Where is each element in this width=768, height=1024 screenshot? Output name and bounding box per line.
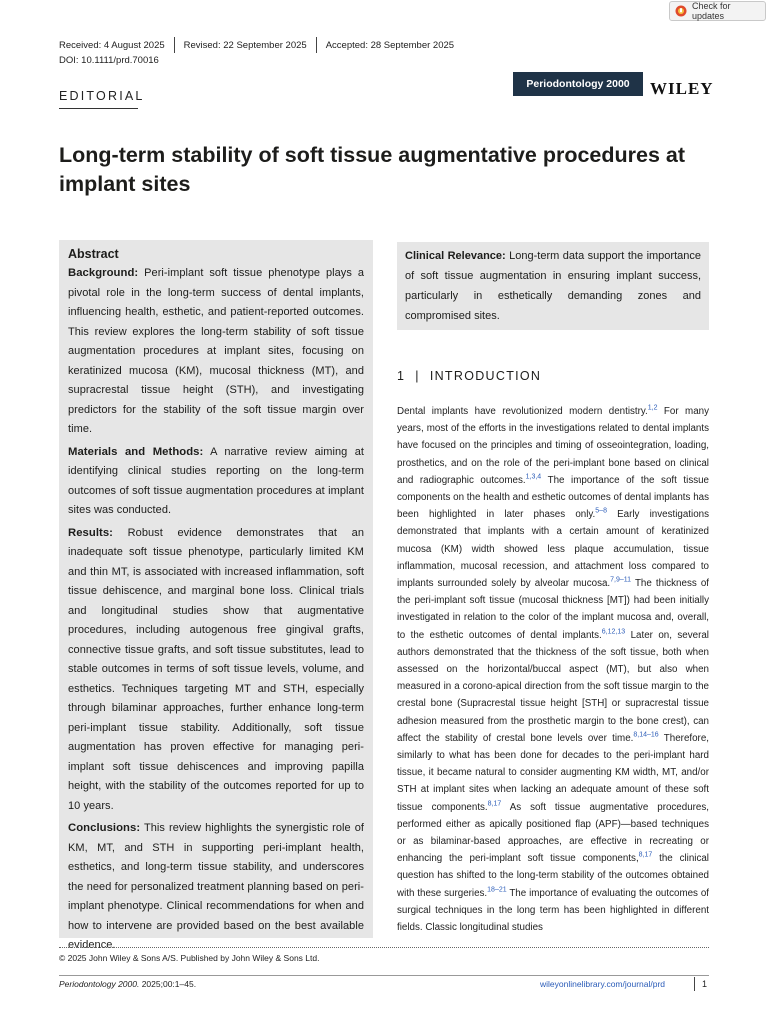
citation-link[interactable]: 1,2 (647, 404, 658, 412)
intro-text: Dental implants have revolutionized modern dentistry. (397, 406, 648, 417)
footer-rule (59, 975, 709, 976)
background-text: Peri-implant soft tissue phenotype plays a pivotal role in the long-term success of dental implants, influencing health, esthetic, and patient-reported outcomes. This review explores the long-term stability of soft tissue augmentation procedures at implant sites, focusing on keratinized mucosa (KM), mucosal thickness (MT), and supracrestal tissue height (STH), and investigating predictors for the stability of the soft tissue margin over time. (68, 267, 364, 435)
section-title: INTRODUCTION (429, 369, 542, 383)
citation-link[interactable]: 8,17 (487, 800, 502, 808)
citation-link[interactable]: 5–8 (595, 507, 607, 515)
section-underline (59, 108, 138, 109)
abstract-methods (68, 443, 364, 521)
heading-separator: | (415, 369, 420, 383)
intro-text: As soft tissue augmentative procedures, performed either as apically positioned flap (APF)—based techniques or as bilaminar-based approaches, are effective in recreating or enhancing the peri-implant soft tissue components, (397, 801, 709, 865)
abstract-conclusions (68, 819, 364, 956)
conclusions-label: Conclusions: (68, 822, 141, 834)
received-date: Received: 4 August 2025 (59, 39, 165, 51)
abstract-background (68, 264, 364, 440)
abstract-heading: Abstract (68, 247, 119, 261)
accepted-date: Accepted: 28 September 2025 (325, 39, 455, 51)
introduction-heading (397, 369, 541, 383)
intro-text: Therefore, similarly to what has been done for decades to the peri-implant hard tissue, it became natural to consider augmenting KM width, MT, and/or STH at implant sites when lacking an adequate amount of these soft tissue components. (397, 732, 709, 813)
journal-url-link[interactable]: wileyonlinelibrary.com/journal/prd (540, 979, 666, 989)
article-dates (59, 37, 454, 53)
date-divider (174, 37, 175, 53)
citation-link[interactable]: 1,3,4 (525, 473, 542, 481)
clinical-relevance-label: Clinical Relevance: (405, 250, 506, 262)
introduction-body (397, 403, 709, 936)
date-divider (316, 37, 317, 53)
citation-link[interactable]: 8,17 (638, 852, 653, 860)
clinical-relevance-box (397, 242, 709, 330)
abstract-results (68, 524, 364, 817)
conclusions-text: This review highlights the synergistic role of KM, MT, and STH in supporting peri-implant health, esthetics, and long-term tissue stability, and underscores the need for personalized treatment planning based on peri-implant phenotype. Clinical recommendations for when and how to intervene are provided based on the best available evidence. (68, 822, 364, 951)
check-updates-icon (675, 5, 687, 17)
citation-link[interactable]: 6,12,13 (601, 628, 626, 636)
citation (59, 979, 196, 989)
revised-date: Revised: 22 September 2025 (183, 39, 307, 51)
journal-badge[interactable]: Periodontology 2000 (513, 72, 643, 96)
footer-divider (59, 947, 709, 948)
abstract-box (59, 240, 373, 951)
footer-separator (694, 977, 695, 991)
methods-label: Materials and Methods: (68, 445, 204, 458)
citation-link[interactable]: 18–21 (487, 886, 507, 894)
page-number: 1 (702, 979, 708, 989)
citation-link[interactable]: 8,14–16 (633, 731, 659, 739)
clinical-relevance-text: Long-term data support the importance of soft tissue augmentation in ensuring implant success, particularly in esthetically demanding zones and compromised sites. (405, 250, 701, 322)
intro-text: For many years, most of the efforts in the investigations related to dental implants have focused on the principles and timing of osseointegration, loading, prosthetics, and on the role of the peri-implant bone based on clinical and radiographic outcomes. (397, 406, 709, 486)
intro-text: the clinical question has shifted to the long-term stability of the outcomes obtained with these surgeries. (397, 853, 709, 899)
intro-text: Early investigations demonstrated that implants with a certain amount of keratinized mucosa (KM) width showed less plaque accumulation, tissue inflammation, mucosal recession, and attachment loss compared to implants surrounded solely by alveolar mucosa. (397, 509, 709, 590)
section-number: 1 (397, 369, 406, 383)
citation-link[interactable]: 7,9–11 (610, 576, 632, 584)
results-text: Robust evidence demonstrates that an inadequate soft tissue phenotype, particularly limited KM and thin MT, is associated with increased inflammation, soft tissue dehiscence, and marginal bone loss. Clinical trials and longitudinal studies show that augmentative procedures, including autogenous free gingival grafts, connective tissue grafts, and soft tissue substitutes, lead to stable outcomes in terms of soft tissue levels, volume, and esthetics. Techniques targeting MT and STH, especially through bilaminar approaches, further enhance long-term peri-implant tissue stability. Additionally, soft tissue augmentation has proven effective for managing peri-implant soft tissue dehiscences and improving papilla height, with the stability of the outcomes reported for up to 10 years. (68, 526, 365, 812)
citation-journal: Periodontology 2000. (59, 979, 140, 989)
section-label: EDITORIAL (59, 89, 145, 103)
intro-text: The thickness of the peri-implant soft tissue (mucosal thickness [MT]) had been initially investigated in relation to the color of the implant mucosa and, overall, to the esthetic outcomes of dental implants. (397, 578, 709, 641)
intro-text: Later on, several authors demonstrated that the thickness of the soft tissue, both when assessed on the horizontal/buccal aspect (MT), but also when measured in a corono-apical direction from the soft tissue margin to the crestal bone (Supracrestal tissue height [STH] or supracrestal tissue adhesion measured from the prosthetic margin to the bone crest), can affect the stability of crestal bone levels over time. (397, 629, 709, 744)
check-for-updates-button[interactable] (669, 1, 766, 21)
results-label: Results: (68, 526, 113, 539)
citation-volume: 2025;00:1–45. (139, 979, 197, 989)
methods-text: A narrative review aiming at identifying clinical studies reporting on the long-term outcomes of soft tissue augmentation procedures at implant sites was conducted. (68, 445, 365, 516)
check-updates-label: Check for updates (692, 1, 731, 21)
intro-text: The importance of the soft tissue components on the health and esthetic outcomes of dental implants has been highlighted in later phases only. (397, 474, 710, 521)
article-title: Long-term stability of soft tissue augmentative procedures at implant sites (59, 143, 685, 196)
publisher-logo[interactable]: WILEY (650, 79, 714, 98)
copyright-notice: © 2025 John Wiley & Sons A/S. Published by John Wiley & Sons Ltd. (59, 953, 320, 963)
background-label: Background: (68, 267, 139, 279)
intro-text: The importance of evaluating the outcomes of surgical techniques in the long term has been highlighted in different fields. Classic longitudinal studies (397, 887, 709, 934)
doi[interactable]: DOI: 10.1111/prd.70016 (59, 55, 159, 66)
